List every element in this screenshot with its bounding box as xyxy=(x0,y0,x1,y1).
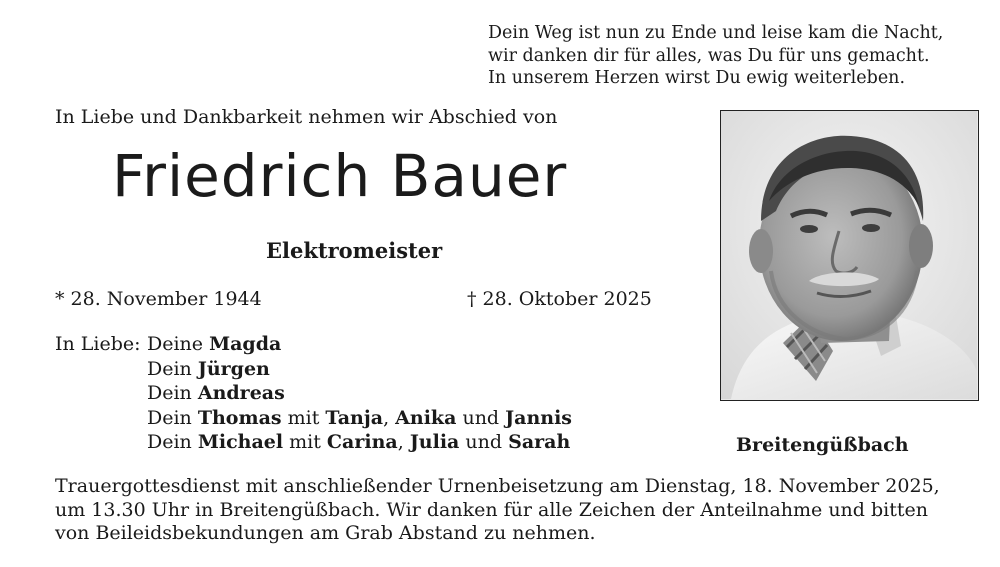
death-date: † 28. Oktober 2025 xyxy=(467,288,652,310)
mourner-line: Dein Michael mit Carina, Julia und Sarah xyxy=(147,431,571,453)
profession: Elektromeister xyxy=(266,238,443,263)
portrait-photo xyxy=(720,110,979,401)
birth-date: * 28. November 1944 xyxy=(55,288,262,310)
mourners-list xyxy=(147,332,572,455)
mourner-line: Dein Jürgen xyxy=(147,357,270,380)
service-line: Trauergottesdienst mit anschließender Urnenbeisetzung am Dienstag, 18. November 2025, xyxy=(55,475,940,497)
portrait-illustration xyxy=(721,111,977,399)
mourners-label: In Liebe: xyxy=(55,333,141,355)
mourner-line: Deine Magda xyxy=(147,333,282,355)
place-label: Breitengüßbach xyxy=(736,434,909,456)
service-line: um 13.30 Uhr in Breitengüßbach. Wir danken für alle Zeichen der Anteilnahme und bitten xyxy=(55,498,928,521)
mourner-line: Dein Andreas xyxy=(147,382,285,404)
poem-line: wir danken dir für alles, was Du für uns gemacht. xyxy=(488,45,930,66)
poem xyxy=(488,22,978,90)
service-line: von Beileidsbekundungen am Grab Abstand zu nehmen. xyxy=(55,522,596,544)
poem-line: In unserem Herzen wirst Du ewig weiterleben. xyxy=(488,68,906,88)
service-notice xyxy=(55,475,975,546)
mourner-line: Dein Thomas mit Tanja, Anika und Jannis xyxy=(147,406,572,429)
deceased-name: Friedrich Bauer xyxy=(112,142,568,210)
intro-text: In Liebe und Dankbarkeit nehmen wir Abschied von xyxy=(55,106,558,128)
poem-line: Dein Weg ist nun zu Ende und leise kam die Nacht, xyxy=(488,23,944,43)
